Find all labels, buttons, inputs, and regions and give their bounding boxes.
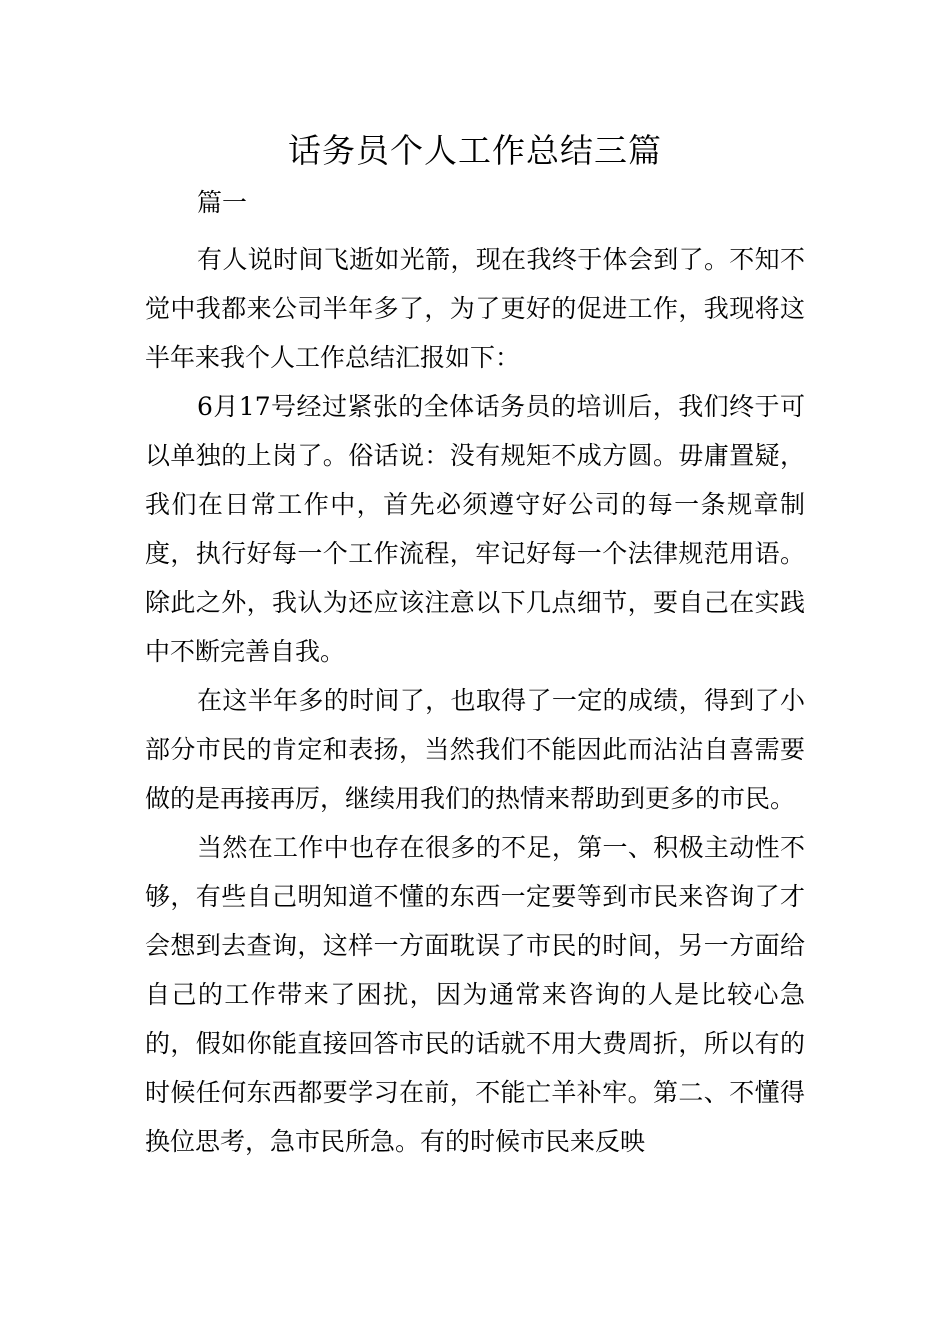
paragraph-2: 6月17号经过紧张的全体话务员的培训后，我们终于可以单独的上岗了。俗话说：没有规矩不成方圆。毋庸置疑，我们在日常工作中，首先必须遵守好公司的每一条规章制度，执行好每一个工作流程，牢记好每一个法律规范用语。除此之外，我认为还应该注意以下几点细节，要自己在实践中不断完善自我。 xyxy=(145,392,805,666)
paragraph-1: 有人说时间飞逝如光箭，现在我终于体会到了。不知不觉中我都来公司半年多了，为了更好的促进工作，我现将这半年来我个人工作总结汇报如下： xyxy=(145,245,805,372)
document-title: 话务员个人工作总结三篇 xyxy=(288,131,662,170)
section-label: 篇一 xyxy=(197,188,248,217)
paragraph-3: 在这半年多的时间了，也取得了一定的成绩，得到了小部分市民的肯定和表扬，当然我们不能因此而沾沾自喜需要做的是再接再厉，继续用我们的热情来帮助到更多的市民。 xyxy=(145,686,805,813)
document-body xyxy=(145,178,805,1166)
paragraph-4: 当然在工作中也存在很多的不足，第一、积极主动性不够，有些自己明知道不懂的东西一定要等到市民来咨询了才会想到去查询，这样一方面耽误了市民的时间，另一方面给自己的工作带来了困扰，因为通常来咨询的人是比较心急的，假如你能直接回答市民的话就不用大费周折，所以有的时候任何东西都要学习在前，不能亡羊补牢。第二、不懂得换位思考，急市民所急。有的时候市民来反映 xyxy=(145,833,805,1156)
